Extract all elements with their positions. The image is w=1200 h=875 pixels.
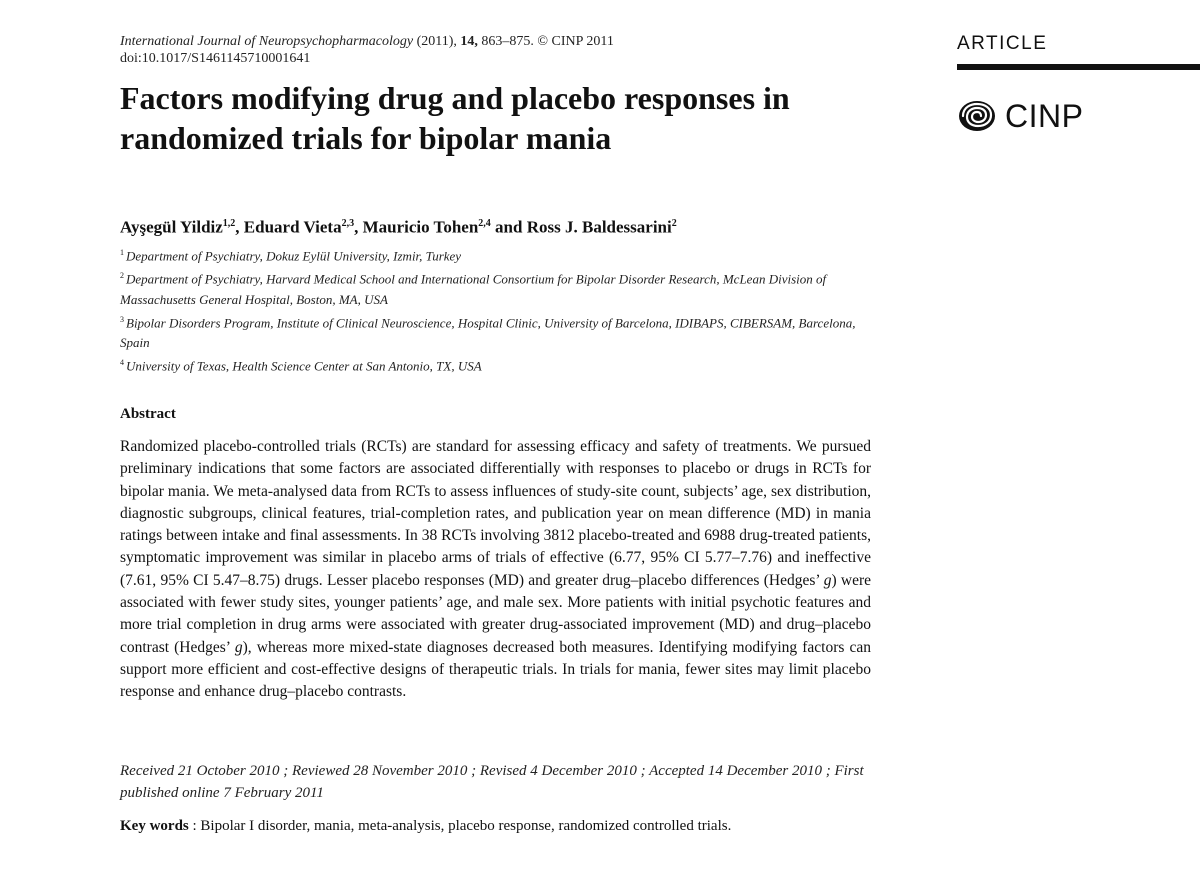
- author-name: Eduard Vieta: [243, 217, 342, 237]
- journal-volume: 14,: [460, 34, 478, 49]
- author-separator: ,: [235, 217, 244, 237]
- author-name: Ross J. Baldessarini: [526, 217, 672, 237]
- journal-pages: 863–875. © CINP 2011: [481, 34, 614, 49]
- affiliation: [120, 243, 880, 266]
- affiliation-text: Department of Psychiatry, Dokuz Eylül University, Izmir, Turkey: [126, 248, 462, 264]
- doi[interactable]: doi:10.1017/S1461145710001641: [120, 51, 311, 66]
- affiliation: [120, 310, 880, 353]
- affiliation-number: 4: [120, 357, 124, 367]
- author-separator: and: [490, 217, 527, 237]
- author-affiliation-marker: 2,4: [478, 218, 491, 229]
- author-name: Ayşegül Yildiz: [120, 217, 223, 237]
- hedges-g-symbol: g: [234, 638, 243, 656]
- article-type-label: ARTICLE: [957, 33, 1048, 54]
- affiliation-number: 1: [120, 248, 124, 257]
- brain-logo-icon: [957, 98, 997, 134]
- author-list: [120, 213, 677, 239]
- header-rule: [957, 64, 1200, 70]
- affiliation-number: 2: [120, 271, 124, 281]
- author-separator: ,: [354, 217, 363, 237]
- abstract-text: ) were associated with fewer study sites, younger patients’ age, and male sex. More patients with initial psychotic features and more trial completion in drug arms were associated with greater drug-associated improvement (MD) and drug–placebo contrast (Hedges’: [120, 571, 871, 656]
- journal-name: International Journal of Neuropsychopharmacology: [120, 34, 414, 49]
- affiliation-list: [120, 243, 880, 376]
- affiliation-text: Department of Psychiatry, Harvard Medical School and International Consortium for Bipolar Disorder Research, McLean Division of Massachusetts General Hospital, Boston, MA, USA: [120, 271, 827, 307]
- journal-year: (2011),: [416, 34, 457, 49]
- hedges-g-symbol: g: [823, 571, 832, 589]
- affiliation-number: 3: [120, 314, 124, 324]
- article-title: Factors modifying drug and placebo responses in randomized trials for bipolar mania: [120, 80, 790, 156]
- affiliation-text: University of Texas, Health Science Center at San Antonio, TX, USA: [126, 358, 482, 374]
- logo-text: CINP: [1005, 98, 1084, 134]
- abstract-text: Randomized placebo-controlled trials (RCTs) are standard for assessing efficacy and safety of treatments. We pursued preliminary indications that some factors are associated differentially with responses to placebo or drugs in RCTs for bipolar mania. We meta-analysed data from RCTs to assess influences of study-site count, subjects’ age, sex distribution, diagnostic subgroups, clinical features, trial-completion rates, and publication year on mean difference (MD) in mania ratings between intake and final assessments. In 38 RCTs involving 3812 placebo-treated and 6988 drug-treated patients, symptomatic improvement was similar in placebo arms of trials of effective (6.77, 95% CI 5.77–7.76) and ineffective (7.61, 95% CI 5.47–8.75) drugs. Lesser placebo responses (MD) and greater drug–placebo differences (Hedges’: [120, 438, 871, 589]
- abstract-heading: Abstract: [120, 406, 176, 422]
- affiliation-text: Bipolar Disorders Program, Institute of Clinical Neuroscience, Hospital Clinic, University of Barcelona, IDIBAPS, CIBERSAM, Barcelona, Spain: [120, 314, 856, 350]
- affiliation: [120, 353, 880, 376]
- keywords-text: Bipolar I disorder, mania, meta-analysis, placebo response, randomized controlled trials.: [200, 818, 732, 834]
- author-name: Mauricio Tohen: [362, 217, 479, 237]
- journal-citation: [120, 33, 614, 50]
- author-affiliation-marker: 2: [671, 218, 677, 229]
- keywords: [120, 815, 731, 837]
- author-affiliation-marker: 1,2: [222, 218, 236, 229]
- keywords-colon: :: [188, 818, 201, 834]
- cinp-logo: [957, 98, 1083, 134]
- abstract-text: ), whereas more mixed-state diagnoses decreased both measures. Identifying modifying factors can support more efficient and cost-effective designs of therapeutic trials. In trials for mania, fewer sites may limit placebo response and enhance drug–placebo contrasts.: [120, 638, 871, 701]
- keywords-label: Key words: [120, 818, 189, 834]
- affiliation: [120, 266, 880, 309]
- abstract-body: [120, 436, 871, 704]
- publication-history: Received 21 October 2010 ; Reviewed 28 November 2010 ; Revised 4 December 2010 ; Accepted 14 December 2010 ; First published online 7 February 2011: [120, 763, 864, 801]
- author-affiliation-marker: 2,3: [341, 218, 355, 229]
